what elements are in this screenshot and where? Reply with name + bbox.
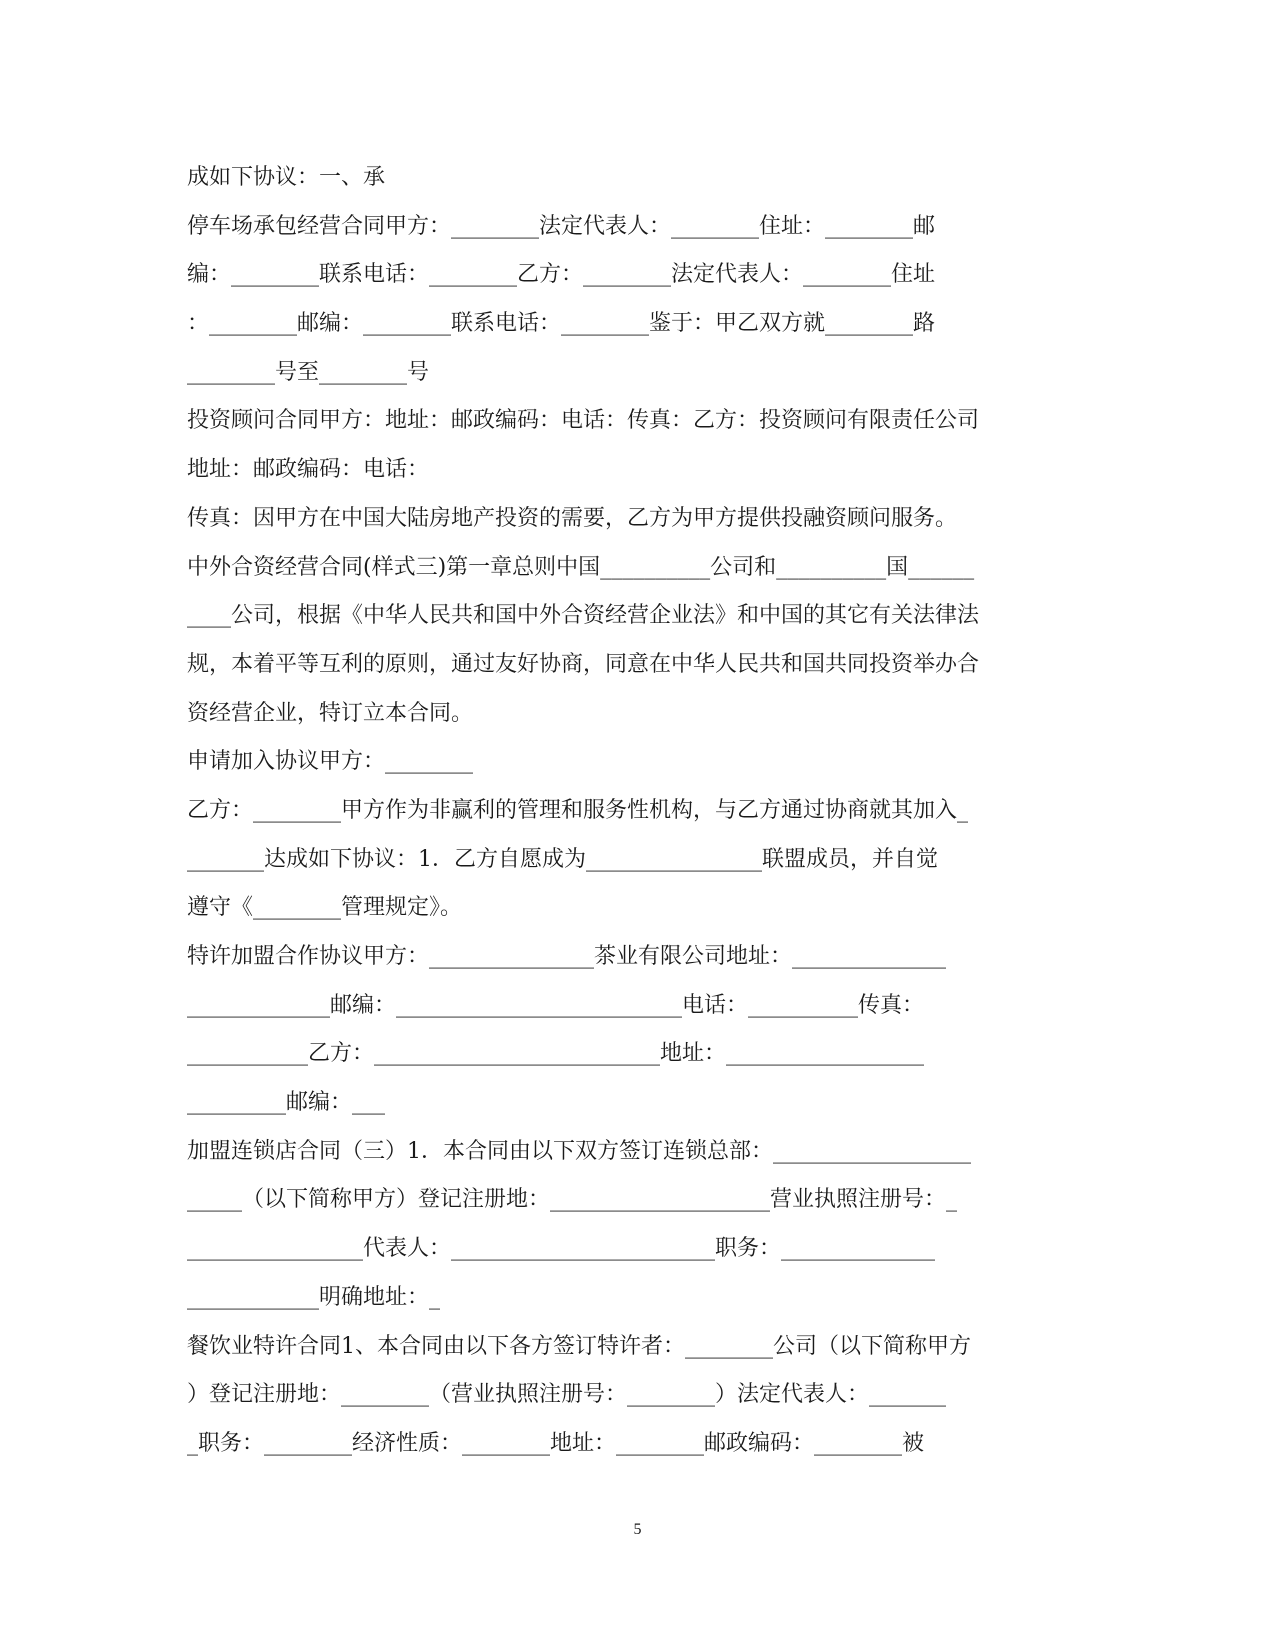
text-line: 加盟连锁店合同（三）1．本合同由以下双方签订连锁总部：__________________	[187, 1138, 971, 1164]
page-number: 5	[633, 1521, 642, 1538]
text-line: _________邮编：___	[187, 1090, 386, 1116]
text-line: 传真：因甲方在中国大陆房地产投资的需要，乙方为甲方提供投融资顾问服务。	[187, 505, 958, 531]
text-line: ____________明确地址：_	[187, 1284, 441, 1310]
text-line: 规，本着平等互利的原则，通过友好协商，同意在中华人民共和国共同投资举办合	[187, 651, 980, 677]
text-line: 中外合资经营合同(样式三)第一章总则中国__________公司和__________国______	[187, 554, 975, 580]
text-line: 资经营企业，特订立本合同。	[187, 700, 474, 726]
text-line: _____________邮编：__________________________电话：__________传真：	[187, 992, 925, 1018]
text-line: 乙方：________甲方作为非赢利的管理和服务性机构，与乙方通过协商就其加入_	[187, 797, 969, 823]
text-line: 停车场承包经营合同甲方：________法定代表人：________住址：________邮	[187, 213, 936, 239]
document-body	[187, 154, 1087, 1469]
text-line: 申请加入协议甲方：________	[187, 749, 474, 775]
text-line: 遵守《________管理规定》。	[187, 895, 463, 921]
text-line: _______达成如下协议：1．乙方自愿成为________________联盟成员，并自觉	[187, 846, 938, 872]
text-line: 编：________联系电话：________乙方：________法定代表人：________住址	[187, 262, 936, 288]
text-line: ____公司，根据《中华人民共和国中外合资经营企业法》和中国的其它有关法律法	[187, 603, 980, 629]
text-line: ___________乙方：__________________________地址：__________________	[187, 1041, 925, 1067]
text-line: ）登记注册地：________（营业执照注册号：________）法定代表人：_______	[187, 1382, 947, 1408]
text-line: ________号至________号	[187, 359, 430, 385]
text-line: _____（以下简称甲方）登记注册地：____________________营业执照注册号：_	[187, 1187, 958, 1213]
text-line: 地址：邮政编码：电话：	[187, 457, 430, 483]
text-line: _职务：________经济性质：________地址：________邮政编码：________被	[187, 1430, 925, 1456]
text-line: 成如下协议：一、承	[187, 165, 386, 190]
text-line: 特许加盟合作协议甲方：_______________茶业有限公司地址：______________	[187, 944, 947, 969]
text-line: ：________邮编：________联系电话：________鉴于：甲乙双方就________路	[187, 311, 936, 337]
text-line: 投资顾问合同甲方：地址：邮政编码：电话：传真：乙方：投资顾问有限责任公司	[187, 408, 980, 434]
text-line: 餐饮业特许合同1、本合同由以下各方签订特许者：________公司（以下简称甲方	[187, 1333, 971, 1359]
text-line: ________________代表人：________________________职务：______________	[187, 1236, 936, 1262]
